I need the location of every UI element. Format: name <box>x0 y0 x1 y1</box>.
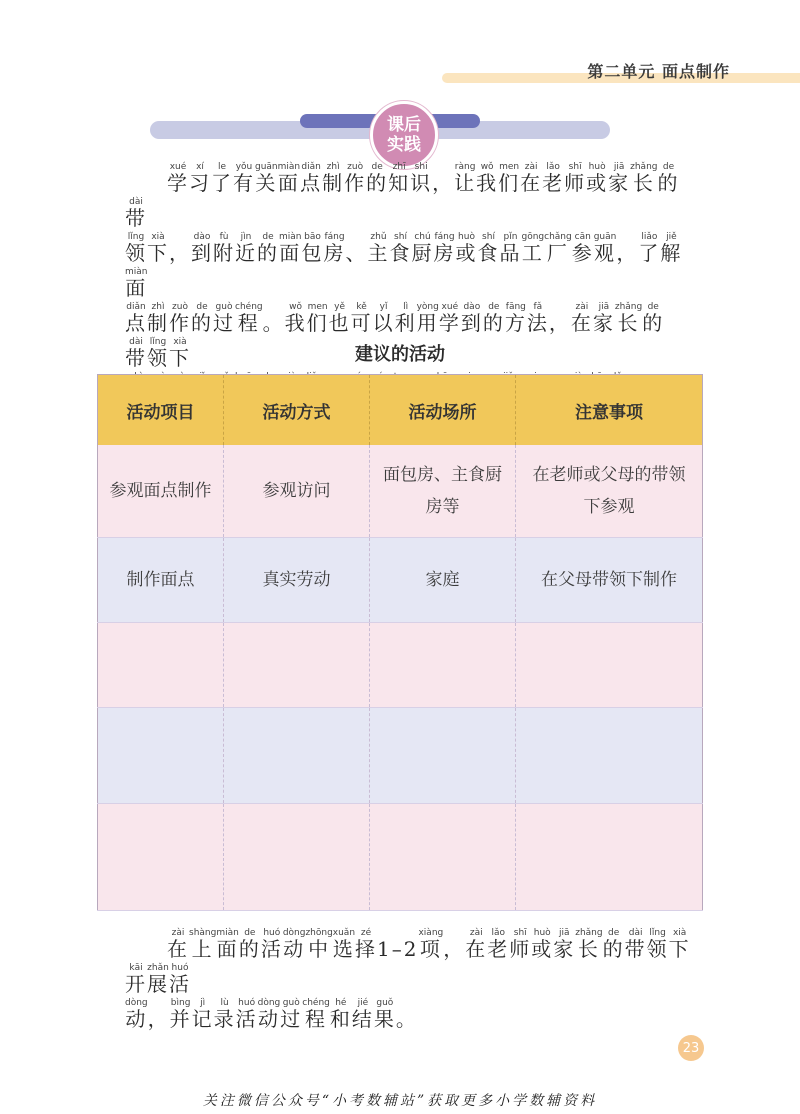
pinyin: miàn <box>277 162 301 172</box>
pinyin: chéng <box>302 998 330 1008</box>
pinyin: dòng <box>125 998 148 1008</box>
table-cell <box>516 804 703 911</box>
ruby-char: 动dòng <box>257 998 281 1031</box>
table-cell <box>516 708 703 804</box>
pinyin: fáng <box>433 232 456 242</box>
pinyin: guò <box>213 302 235 312</box>
ruby-char: 领lǐng <box>646 928 669 961</box>
pinyin: dòng <box>257 998 281 1008</box>
pinyin: xuǎn <box>332 928 356 938</box>
table-cell <box>370 623 516 708</box>
pinyin: shí <box>477 232 500 242</box>
ruby-char: 下xià <box>668 928 691 961</box>
table-cell <box>98 708 224 804</box>
pinyin: gōng <box>521 232 545 242</box>
pinyin: lǎo <box>542 162 565 172</box>
pinyin: dài <box>624 928 647 938</box>
table-row <box>98 538 703 623</box>
ruby-char: 下xià <box>147 232 169 265</box>
ruby-char: 主zhǔ <box>367 232 390 265</box>
pinyin: zài <box>520 162 543 172</box>
ruby-char: 在zài <box>570 302 593 335</box>
ruby-char: 制zhì <box>322 162 345 195</box>
ruby-char: 在zài <box>520 162 543 195</box>
table-cell: 在父母带领下制作 <box>516 538 703 623</box>
pinyin: dào <box>460 302 483 312</box>
ruby-char: 了liǎo <box>638 232 661 265</box>
ruby-char: 动dòng <box>282 928 306 961</box>
pinyin: zhì <box>322 162 345 172</box>
pinyin: shī <box>564 162 587 172</box>
ruby-char: 房fáng <box>323 232 346 265</box>
table-row-empty <box>98 623 703 708</box>
ruby-char: 解jiě <box>660 232 683 265</box>
ruby-char: 带dài <box>624 928 647 961</box>
pinyin: chú <box>411 232 434 242</box>
ruby-char: 作zuò <box>169 302 191 335</box>
pinyin: shí <box>389 232 412 242</box>
ruby-char: 过guò <box>280 998 303 1031</box>
table-cell: 制作面点 <box>98 538 224 623</box>
ruby-char: 房fáng <box>433 232 456 265</box>
ruby-char: 的de <box>642 302 665 335</box>
pinyin: zhǔ <box>367 232 390 242</box>
ruby-char: 结jié <box>351 998 374 1031</box>
pinyin <box>377 928 418 938</box>
pinyin: dòng <box>282 928 306 938</box>
ruby-char: 活huó <box>169 963 191 996</box>
pinyin: jìn <box>235 232 257 242</box>
pinyin: huó <box>169 963 191 973</box>
table-cell <box>516 623 703 708</box>
pinyin: lǐng <box>125 232 147 242</box>
activity-table <box>97 374 703 911</box>
pinyin: lǐng <box>147 337 169 347</box>
ruby-char: ， <box>169 241 191 265</box>
pinyin <box>432 162 454 172</box>
pinyin: chéng <box>235 302 263 312</box>
pinyin: miàn <box>216 928 239 938</box>
pinyin: xí <box>189 162 211 172</box>
ruby-char: 上shàng <box>189 928 217 961</box>
pinyin: jiā <box>592 302 615 312</box>
pinyin <box>443 928 465 938</box>
pinyin: cān <box>571 232 594 242</box>
ruby-char: 习xí <box>189 162 211 195</box>
ruby-char: 近jìn <box>235 232 257 265</box>
ruby-char: 的de <box>257 232 279 265</box>
ruby-char: 长zhǎng <box>614 302 643 335</box>
pinyin: lì <box>394 302 417 312</box>
header-activity-method: 活动方式 <box>224 375 370 446</box>
ruby-char: 面miàn <box>216 928 239 961</box>
pinyin: ràng <box>454 162 477 172</box>
pinyin: fáng <box>323 232 346 242</box>
pinyin: guān <box>593 232 617 242</box>
table-cell: 家庭 <box>370 538 516 623</box>
ruby-char: 厂chǎng <box>544 232 572 265</box>
ruby-char: 下xià <box>169 337 191 370</box>
pinyin: de <box>257 232 279 242</box>
pinyin <box>263 302 285 312</box>
ruby-char: 动dòng <box>125 998 148 1031</box>
pinyin: dài <box>125 197 147 207</box>
pinyin: zé <box>355 928 378 938</box>
ruby-char: 到dào <box>460 302 483 335</box>
pinyin: zuò <box>169 302 191 312</box>
pinyin: liǎo <box>638 232 661 242</box>
ruby-char: 到dào <box>191 232 213 265</box>
ruby-char: 食shí <box>389 232 412 265</box>
pinyin: de <box>482 302 505 312</box>
pinyin: xué <box>167 162 189 172</box>
ruby-char: 以yǐ <box>372 302 395 335</box>
ruby-char: 观guān <box>593 232 617 265</box>
pinyin: zài <box>167 928 189 938</box>
pinyin <box>616 232 638 242</box>
pinyin: de <box>602 928 625 938</box>
pinyin: zhōng <box>305 928 333 938</box>
ruby-char: 的de <box>238 928 261 961</box>
pinyin: lǎo <box>487 928 510 938</box>
ruby-char: 参cān <box>571 232 594 265</box>
pinyin: zhǎng <box>614 302 643 312</box>
section-badge <box>370 101 438 169</box>
pinyin <box>148 998 170 1008</box>
pinyin: hé <box>329 998 352 1008</box>
pinyin: yòng <box>416 302 439 312</box>
pinyin <box>169 232 191 242</box>
table-row <box>98 445 703 538</box>
footer-watermark: 关注微信公众号“小考数辅站”获取更多小学数辅资料 <box>202 1093 598 1109</box>
pinyin <box>346 232 368 242</box>
ruby-char: 展zhǎn <box>147 963 169 996</box>
pinyin: de <box>642 302 665 312</box>
pinyin: zhǎng <box>630 162 658 172</box>
ruby-char: 果guǒ <box>373 998 396 1031</box>
ruby-char: 师shī <box>564 162 587 195</box>
pinyin: pǐn <box>499 232 522 242</box>
pinyin: fù <box>213 232 235 242</box>
pinyin: diǎn <box>300 162 323 172</box>
pinyin: huó <box>260 928 283 938</box>
ruby-char: 老lǎo <box>542 162 565 195</box>
ruby-char: 长zhǎng <box>575 928 603 961</box>
table-title: 建议的活动 <box>355 344 445 365</box>
header-activity-item: 活动项目 <box>98 375 224 446</box>
ruby-char: 工gōng <box>521 232 545 265</box>
pinyin: de <box>366 162 389 172</box>
ruby-char: 过guò <box>213 302 235 335</box>
table-cell <box>224 804 370 911</box>
ruby-char: 用yòng <box>416 302 439 335</box>
ruby-char: ， <box>432 171 454 195</box>
pinyin: yǒu <box>233 162 255 172</box>
ruby-char: 了le <box>211 162 233 195</box>
ruby-char: 方fāng <box>504 302 527 335</box>
pinyin: kě <box>350 302 373 312</box>
ruby-char: 记jì <box>191 998 214 1031</box>
ruby-char: 择zé <box>355 928 378 961</box>
pinyin: zuò <box>344 162 367 172</box>
ruby-char: 程chéng <box>302 998 330 1031</box>
ruby-char: 家jiā <box>592 302 615 335</box>
ruby-char: 的de <box>191 302 213 335</box>
ruby-char: 也yě <box>328 302 351 335</box>
ruby-char: 。 <box>263 311 285 335</box>
pinyin: lǐng <box>646 928 669 938</box>
pinyin: shī <box>509 928 532 938</box>
pinyin: wǒ <box>476 162 499 172</box>
ruby-char: 程chéng <box>235 302 263 335</box>
pinyin: lù <box>213 998 236 1008</box>
pinyin: jiě <box>660 232 683 242</box>
ruby-char: 在zài <box>465 928 488 961</box>
pinyin: jiā <box>553 928 576 938</box>
pinyin: miàn <box>279 232 302 242</box>
pinyin: zhī <box>388 162 411 172</box>
ruby-char: 活huó <box>260 928 283 961</box>
table-cell: 在老师或父母的带领下参观 <box>516 445 703 538</box>
pinyin: huò <box>586 162 609 172</box>
badge-line-2: 实践 <box>387 135 421 155</box>
ruby-char: 1–2 <box>377 937 418 961</box>
ruby-char: 们men <box>306 302 329 335</box>
ruby-char: 家jiā <box>553 928 576 961</box>
ruby-char: 的de <box>366 162 389 195</box>
pinyin: chǎng <box>544 232 572 242</box>
pinyin: miàn <box>125 267 148 277</box>
table-cell <box>98 804 224 911</box>
ruby-char: 附fù <box>213 232 235 265</box>
ruby-char: 长zhǎng <box>630 162 658 195</box>
ruby-char: 领lǐng <box>147 337 169 370</box>
ruby-char: 识shi <box>410 162 433 195</box>
pinyin: wǒ <box>284 302 307 312</box>
table-cell <box>370 804 516 911</box>
pinyin: zài <box>465 928 488 938</box>
ruby-char: 面miàn <box>279 232 302 265</box>
ruby-char: 面miàn <box>125 267 148 300</box>
pinyin: guò <box>280 998 303 1008</box>
ruby-char: 食shí <box>477 232 500 265</box>
ruby-char: 在zài <box>167 928 189 961</box>
pinyin: le <box>211 162 233 172</box>
ruby-char: 领lǐng <box>125 232 147 265</box>
ruby-char: 作zuò <box>344 162 367 195</box>
pinyin: zhǎn <box>147 963 169 973</box>
ruby-char: 。 <box>396 1007 418 1031</box>
ruby-char: 和hé <box>329 998 352 1031</box>
ruby-char: 的de <box>482 302 505 335</box>
table-cell: 面包房、主食厨房等 <box>370 445 516 538</box>
pinyin: jié <box>351 998 374 1008</box>
pinyin: shi <box>410 162 433 172</box>
table-row-empty <box>98 708 703 804</box>
ruby-char: 项xiàng <box>418 928 444 961</box>
ruby-char: 们men <box>498 162 521 195</box>
pinyin: bāo <box>301 232 324 242</box>
pinyin: de <box>191 302 213 312</box>
table-header-row <box>98 375 703 446</box>
ruby-char: 或huò <box>531 928 554 961</box>
ruby-char: 并bìng <box>169 998 192 1031</box>
ruby-char: 学xué <box>438 302 461 335</box>
table-cell <box>224 708 370 804</box>
pinyin: huò <box>455 232 478 242</box>
ruby-char: 的de <box>657 162 680 195</box>
pinyin: fǎ <box>526 302 549 312</box>
table-row-empty <box>98 804 703 911</box>
ruby-char: 法fǎ <box>526 302 549 335</box>
badge-line-1: 课后 <box>387 115 421 135</box>
pinyin: jiā <box>608 162 631 172</box>
ruby-char: ， <box>148 1007 170 1031</box>
ruby-char: 我wǒ <box>284 302 307 335</box>
ruby-char: 学xué <box>167 162 189 195</box>
page-number: 23 <box>678 1035 704 1061</box>
ruby-char: 或huò <box>586 162 609 195</box>
ruby-char: 关guān <box>255 162 278 195</box>
pinyin: zhì <box>147 302 169 312</box>
pinyin: men <box>306 302 329 312</box>
pinyin: huò <box>531 928 554 938</box>
pinyin: men <box>498 162 521 172</box>
ruby-char: ， <box>549 311 571 335</box>
pinyin: diǎn <box>125 302 147 312</box>
ruby-char: 有yǒu <box>233 162 255 195</box>
ruby-char: 可kě <box>350 302 373 335</box>
pinyin <box>396 998 418 1008</box>
pinyin: zài <box>570 302 593 312</box>
ruby-char: ， <box>616 241 638 265</box>
ruby-char: 带dài <box>125 337 147 370</box>
pinyin: de <box>238 928 261 938</box>
ruby-char: 制zhì <box>147 302 169 335</box>
pinyin: xué <box>438 302 461 312</box>
table-cell: 参观面点制作 <box>98 445 224 538</box>
ruby-char: 录lù <box>213 998 236 1031</box>
pinyin: xià <box>147 232 169 242</box>
ruby-char: 让ràng <box>454 162 477 195</box>
ruby-char: 知zhī <box>388 162 411 195</box>
ruby-char: 我wǒ <box>476 162 499 195</box>
pinyin: kāi <box>125 963 147 973</box>
pinyin: xià <box>668 928 691 938</box>
ruby-char: 的de <box>602 928 625 961</box>
ruby-char: 或huò <box>455 232 478 265</box>
ruby-char: 选xuǎn <box>332 928 356 961</box>
ruby-char: 开kāi <box>125 963 147 996</box>
ruby-char: 老lǎo <box>487 928 510 961</box>
table-cell <box>370 708 516 804</box>
ruby-char: 点diǎn <box>300 162 323 195</box>
ruby-char: 活huó <box>235 998 258 1031</box>
pinyin: xià <box>169 337 191 347</box>
ruby-char: 利lì <box>394 302 417 335</box>
pinyin: yě <box>328 302 351 312</box>
instruction-paragraph <box>125 928 710 1037</box>
ruby-char: 中zhōng <box>305 928 333 961</box>
header-activity-place: 活动场所 <box>370 375 516 446</box>
pinyin: guān <box>255 162 278 172</box>
header-notes: 注意事项 <box>516 375 703 446</box>
pinyin: dài <box>125 337 147 347</box>
table-cell: 参观访问 <box>224 445 370 538</box>
table-cell: 真实劳动 <box>224 538 370 623</box>
ruby-char: 品pǐn <box>499 232 522 265</box>
pinyin: yǐ <box>372 302 395 312</box>
ruby-char: 带dài <box>125 197 147 230</box>
ruby-char: 点diǎn <box>125 302 147 335</box>
pinyin <box>549 302 571 312</box>
ruby-char: 面miàn <box>277 162 301 195</box>
ruby-char: 师shī <box>509 928 532 961</box>
pinyin: bìng <box>169 998 192 1008</box>
pinyin: guǒ <box>373 998 396 1008</box>
unit-title: 第二单元 面点制作 <box>587 62 730 81</box>
pinyin: de <box>657 162 680 172</box>
table-cell <box>224 623 370 708</box>
ruby-char: 包bāo <box>301 232 324 265</box>
ruby-char: 厨chú <box>411 232 434 265</box>
table-cell <box>98 623 224 708</box>
pinyin: xiàng <box>418 928 444 938</box>
pinyin: zhǎng <box>575 928 603 938</box>
ruby-char: 家jiā <box>608 162 631 195</box>
pinyin: dào <box>191 232 213 242</box>
pinyin: huó <box>235 998 258 1008</box>
pinyin: jì <box>191 998 214 1008</box>
ruby-char: 、 <box>346 241 368 265</box>
ruby-char: ， <box>443 937 465 961</box>
pinyin: shàng <box>189 928 217 938</box>
pinyin: fāng <box>504 302 527 312</box>
